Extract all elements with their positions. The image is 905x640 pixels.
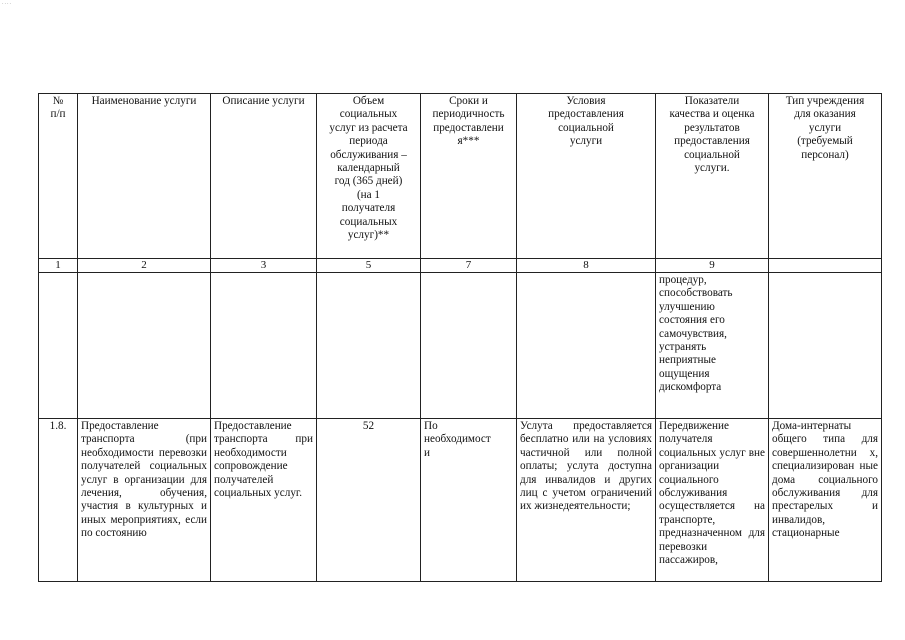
corner-mark: .... <box>2 0 12 6</box>
cell-number: 1.8. <box>39 419 78 582</box>
cell-indicators-continued: процедур, способствовать улучшению состояния его самочувствия, устранять неприятные ощущения дискомфорта <box>656 273 769 419</box>
cell-institution-type: Дома-интернаты общего типа для совершеннолетни х, специализирован ные дома социального обслуживания для престарелых и инвалидов, стационарные <box>769 419 882 582</box>
header-volume: Объем социальных услуг из расчета периода обслуживания – календарный год (365 дней) (на 1 получателя социальных услуг)** <box>317 94 421 259</box>
header-terms: Сроки и периодичность предоставлени я*** <box>421 94 517 259</box>
column-number: 1 <box>39 259 78 273</box>
cell-service-name: Предоставление транспорта (при необходимости перевозки получателей социальных услуг в организации для лечения, обучения, участия в культурных и иных мероприятиях, если по состоянию <box>78 419 211 582</box>
cell-volume: 52 <box>317 419 421 582</box>
column-number: 8 <box>517 259 656 273</box>
column-number: 5 <box>317 259 421 273</box>
cell-indicators: Передвижение получателя социальных услуг вне организации социального обслуживания осуществляется на транспорте, предназначенном для перевозки пассажиров, <box>656 419 769 582</box>
column-number: 3 <box>211 259 317 273</box>
header-conditions: Условия предоставления социальной услуги <box>517 94 656 259</box>
column-number: 9 <box>656 259 769 273</box>
header-institution-type: Тип учреждения для оказания услуги (требуемый персонал) <box>769 94 882 259</box>
cell-empty <box>39 273 78 419</box>
table-row <box>39 273 882 419</box>
header-service-name: Наименование услуги <box>78 94 211 259</box>
column-number-row <box>39 259 882 273</box>
cell-empty <box>421 273 517 419</box>
cell-empty <box>78 273 211 419</box>
table-row <box>39 419 882 582</box>
column-number: 2 <box>78 259 211 273</box>
cell-empty <box>317 273 421 419</box>
header-number: № п/п <box>39 94 78 259</box>
column-number-empty <box>769 259 882 273</box>
cell-empty <box>769 273 882 419</box>
cell-service-description: Предоставление транспорта при необходимости сопровождение получателей социальных услуг. <box>211 419 317 582</box>
table-header-row <box>39 94 882 259</box>
header-indicators: Показатели качества и оценка результатов предоставления социальной услуги. <box>656 94 769 259</box>
cell-empty <box>517 273 656 419</box>
cell-terms: По необходимост и <box>421 419 517 582</box>
column-number: 7 <box>421 259 517 273</box>
cell-conditions: Услута предоставляется бесплатно или на условиях частичной или полной оплаты; услута доступна для инвалидов и других лиц с учетом ограничений их жизнедеятельности; <box>517 419 656 582</box>
cell-empty <box>211 273 317 419</box>
services-table <box>38 93 882 582</box>
header-service-description: Описание услуги <box>211 94 317 259</box>
